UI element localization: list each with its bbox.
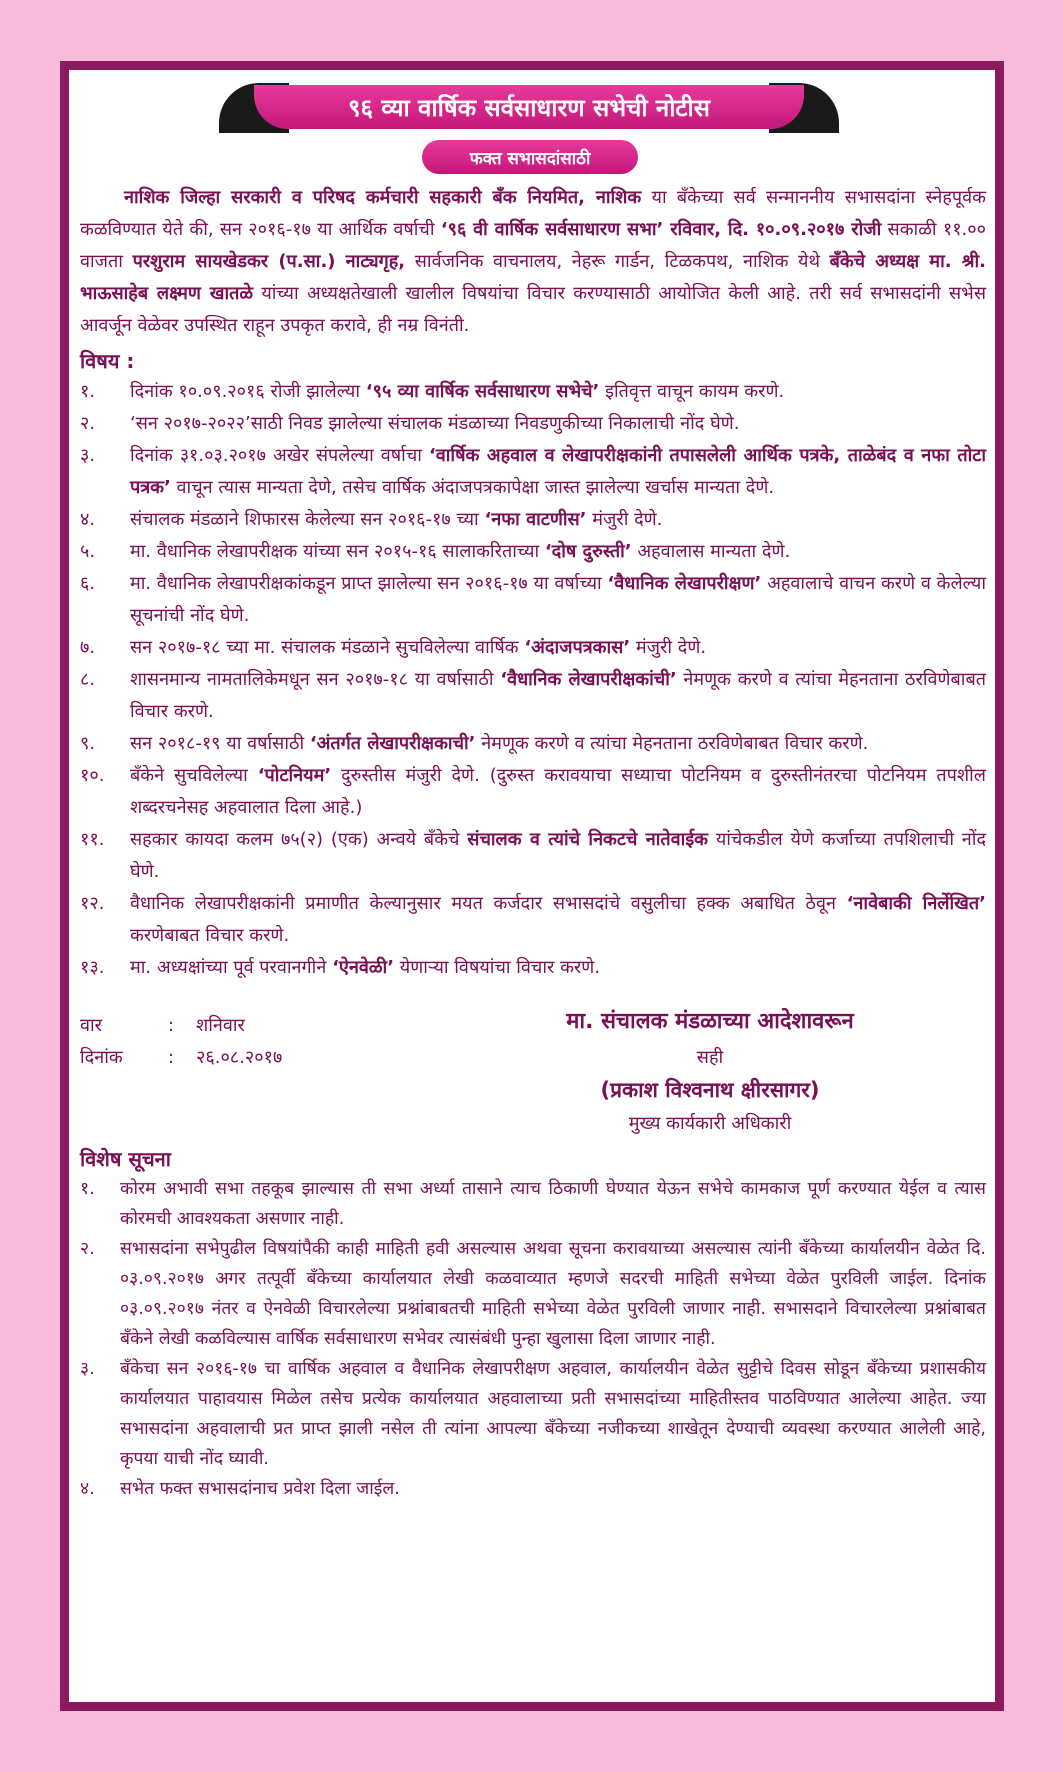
subjects-heading: विषय : bbox=[80, 349, 135, 373]
special-note-number: ३. bbox=[80, 1359, 95, 1379]
body-text: दिनांक ३१.०३.२०१७ अखेर संपलेल्या वर्षाचा bbox=[130, 445, 429, 466]
body-text: मंजुरी देणे. bbox=[586, 509, 663, 530]
notice-frame bbox=[60, 61, 1004, 1711]
notice-content bbox=[80, 182, 986, 1504]
body-text: यांच्या अध्यक्षतेखाली खालील विषयांचा विचार करण्यासाठी आयोजित केली आहे. तरी सर्व सभासदांनी सभेस आवर्जून वेळेवर उपस्थित राहून उपकृत करावे, ही नम्र विनंती. bbox=[80, 283, 986, 336]
emphasis-text: ‘नफा वाटणीस’ bbox=[484, 509, 587, 530]
body-text: सन २०१८-१९ या वर्षासाठी bbox=[130, 733, 310, 754]
body-text: ‘सन २०१७-२०२२’साठी निवड झालेल्या संचालक मंडळाच्या निवडणुकीच्या निकालाची नोंद घेणे. bbox=[130, 413, 740, 434]
special-notes-list bbox=[80, 1174, 986, 1504]
subject-number: ७. bbox=[80, 637, 96, 658]
subject-item bbox=[80, 440, 986, 504]
body-text: करणेबाबत विचार करणे. bbox=[130, 925, 290, 946]
body-text: मा. अध्यक्षांच्या पूर्व परवानगीने bbox=[130, 957, 333, 978]
intro-paragraph bbox=[80, 182, 986, 342]
subject-item bbox=[80, 568, 986, 632]
subject-text bbox=[130, 376, 986, 408]
subject-number: ३. bbox=[80, 445, 96, 466]
special-note-number: २. bbox=[80, 1239, 95, 1259]
subject-number: ५. bbox=[80, 541, 96, 562]
subject-text bbox=[130, 568, 986, 632]
subject-text bbox=[130, 952, 986, 984]
body-text: वैधानिक लेखापरीक्षकांनी प्रमाणीत केल्यानुसार मयत कर्जदार सभासदांचे वसुलीचा हक्क अबाधित ठेवून bbox=[130, 893, 847, 914]
signature-signed: सही bbox=[696, 1047, 724, 1068]
subject-item bbox=[80, 824, 986, 888]
emphasis-text: ‘नावेबाकी निर्लेखित’ bbox=[846, 893, 986, 914]
meeting-footer bbox=[80, 1004, 986, 1138]
date-value: २६.०८.२०१७ bbox=[196, 1047, 283, 1068]
subject-number: ११. bbox=[80, 829, 105, 850]
subject-number: १३. bbox=[80, 957, 105, 978]
special-note-text: बँकेचा सन २०१६-१७ चा वार्षिक अहवाल व वैधानिक लेखापरीक्षण अहवाल, कार्यालयीन वेळेत सुट्टीचे दिवस सोडून बँकेच्या प्रशासकीय कार्यालयात पाहावयास मिळेल तसेच प्रत्येक कार्यालयात अहवालाच्या प्रती सभासदांच्या माहितीस्तव पाठविण्यात आलेल्या आहेत. ज्या सभासदांना अहवालाची प्रत प्राप्त झाली नसेल ती त्यांना आपल्या बँकेच्या नजीकच्या शाखेतून देण्याची व्यवस्था करण्यात आलेली आहे, कृपया याची नोंद घ्यावी. bbox=[120, 1359, 986, 1469]
body-text: अहवालाचे वाचन करणे व केलेल्या सूचनांची नोंद घेणे. bbox=[130, 573, 986, 626]
subject-number: ६. bbox=[80, 573, 96, 594]
emphasis-text: ‘अंदाजपत्रकास’ bbox=[524, 637, 631, 658]
day-row bbox=[80, 1010, 245, 1042]
body-text: या बँकेच्या सर्व सन्माननीय सभासदांना स्नेहपूर्वक कळविण्यात येते की, सन २०१६-१७ या आर्थिक वर्षाची bbox=[80, 187, 986, 240]
special-note-number: १. bbox=[80, 1179, 95, 1199]
emphasis-text: ‘ऐनवेळी’ bbox=[332, 957, 395, 978]
emphasis-text: ‘वैधानिक लेखापरीक्षकांची’ bbox=[500, 669, 677, 690]
body-text: दुरुस्तीस मंजुरी देणे. (दुरुस्त करावयाचा सध्याचा पोटनियम व दुरुस्तीनंतरचा पोटनियम तपशील शब्दरचनेसह अहवालात दिला आहे.) bbox=[130, 765, 987, 818]
emphasis-text: ‘अंतर्गत लेखापरीक्षकाची’ bbox=[309, 733, 476, 754]
special-note-item bbox=[80, 1234, 986, 1354]
body-text: अहवालास मान्यता देणे. bbox=[631, 541, 791, 562]
signatory-name: (प्रकाश विश्वनाथ क्षीरसागर) bbox=[600, 1078, 820, 1102]
subject-item bbox=[80, 664, 986, 728]
subject-item bbox=[80, 376, 986, 408]
subject-number: १२. bbox=[80, 893, 105, 914]
body-text: इतिवृत्त वाचून कायम करणे. bbox=[599, 381, 785, 402]
notice-subtitle: फक्त सभासदांसाठी bbox=[422, 140, 638, 174]
subject-item bbox=[80, 728, 986, 760]
body-text: बँकेने सुचविलेल्या bbox=[130, 765, 258, 786]
emphasis-text: ‘दोष दुरुस्ती’ bbox=[544, 541, 632, 562]
subject-number: १०. bbox=[80, 765, 105, 786]
body-text: सहकार कायदा कलम ७५(२) (एक) अन्वये बँकेचे bbox=[130, 829, 468, 850]
special-note-text: सभासदांना सभेपुढील विषयांपैकी काही माहिती हवी असल्यास अथवा सूचना करावयाच्या असल्यास त्यांनी बँकेच्या कार्यालयीन वेळेत दि. ०३.०९.२०१७ अगर तत्पूर्वी बँकेच्या कार्यालयात लेखी कळवाव्यात म्हणजे सदरची माहिती सभेच्या वेळेत पुरविली जाईल. दिनांक ०३.०९.२०१७ नंतर व ऐनवेळी विचारलेल्या प्रश्नांबाबतची माहिती सभेच्या वेळेत पुरविली जाणार नाही. सभासदाने विचारलेल्या प्रश्नांबाबत बँकेने लेखी कळविल्यास वार्षिक सर्वसाधारण सभेवर त्यासंबंधी पुन्हा खुलासा दिला जाणार नाही. bbox=[120, 1239, 986, 1349]
body-text: शासनमान्य नामतालिकेमधून सन २०१७-१८ या वर्षासाठी bbox=[130, 669, 501, 690]
emphasis-text: ‘९५ व्या वार्षिक सर्वसाधारण सभेचे’ bbox=[365, 381, 600, 402]
subject-number: १. bbox=[80, 381, 96, 402]
subject-text bbox=[130, 504, 986, 536]
special-note-number: ४. bbox=[80, 1479, 95, 1499]
subject-item bbox=[80, 888, 986, 952]
date-colon: : bbox=[168, 1047, 175, 1068]
subjects-list bbox=[80, 376, 986, 984]
subject-text bbox=[130, 536, 986, 568]
emphasis-text: ‘पोटनियम’ bbox=[257, 765, 332, 786]
body-text: येणाऱ्या विषयांचा विचार करणे. bbox=[394, 957, 601, 978]
notice-title: ९६ व्या वार्षिक सर्वसाधारण सभेची नोटीस bbox=[254, 85, 804, 129]
emphasis-text: ‘वैधानिक लेखापरीक्षण’ bbox=[607, 573, 762, 594]
day-value: शनिवार bbox=[196, 1015, 245, 1036]
special-notes-heading: विशेष सूचना bbox=[80, 1147, 171, 1171]
special-note-text: सभेत फक्त सभासदांनाच प्रवेश दिला जाईल. bbox=[120, 1479, 400, 1499]
notice-body bbox=[69, 70, 995, 1702]
subject-item bbox=[80, 952, 986, 984]
subject-text bbox=[130, 728, 986, 760]
subject-text bbox=[130, 824, 986, 888]
body-text: सकाळी ११.०० वाजता bbox=[80, 219, 987, 272]
subject-text bbox=[130, 664, 986, 728]
subject-text bbox=[130, 408, 986, 440]
body-text: मंजुरी देणे. bbox=[630, 637, 707, 658]
subject-item bbox=[80, 504, 986, 536]
subject-item bbox=[80, 632, 986, 664]
day-label: वार bbox=[80, 1015, 103, 1036]
subject-number: ४. bbox=[80, 509, 96, 530]
emphasis-text: बँकेचे अध्यक्ष मा. श्री. भाऊसाहेब लक्ष्मण खातळे bbox=[80, 251, 986, 304]
day-colon: : bbox=[168, 1015, 175, 1036]
body-text: मा. वैधानिक लेखापरीक्षक यांच्या सन २०१५-१६ सालाकरिताच्या bbox=[130, 541, 545, 562]
emphasis-text: ‘९६ वी वार्षिक सर्वसाधारण सभा’ bbox=[440, 219, 664, 240]
special-note-item bbox=[80, 1474, 986, 1504]
subject-number: ९. bbox=[80, 733, 96, 754]
date-label: दिनांक bbox=[80, 1047, 123, 1068]
body-text: संचालक मंडळाने शिफारस केलेल्या सन २०१६-१७ च्या bbox=[130, 509, 485, 530]
signatory-designation: मुख्य कार्यकारी अधिकारी bbox=[628, 1113, 792, 1134]
special-note-item bbox=[80, 1354, 986, 1474]
body-text: मा. वैधानिक लेखापरीक्षकांकडून प्राप्त झालेल्या सन २०१६-१७ या वर्षाच्या bbox=[130, 573, 608, 594]
body-text: वाचून त्यास मान्यता देणे, तसेच वार्षिक अंदाजपत्रकापेक्षा जास्त झालेल्या खर्चास मान्यता देणे. bbox=[170, 477, 775, 498]
subject-text bbox=[130, 632, 986, 664]
body-text: यांचेकडील येणे कर्जाच्या तपशिलाची नोंद घेणे. bbox=[130, 829, 987, 882]
subject-item bbox=[80, 760, 986, 824]
emphasis-text: परशुराम सायखेडकर (प.सा.) नाट्यगृह, bbox=[132, 251, 406, 272]
emphasis-text: नाशिक जिल्हा सरकारी व परिषद कर्मचारी सहकारी बँक नियमित, नाशिक bbox=[124, 187, 642, 208]
subject-item bbox=[80, 408, 986, 440]
body-text: दिनांक १०.०९.२०१६ रोजी झालेल्या bbox=[130, 381, 366, 402]
body-text: सार्वजनिक वाचनालय, नेहरू गार्डन, टिळकपथ, नाशिक येथे bbox=[405, 251, 830, 272]
emphasis-text: रविवार, दि. १०.०९.२०१७ रोजी bbox=[663, 219, 882, 240]
subject-number: ८. bbox=[80, 669, 96, 690]
date-row bbox=[80, 1042, 282, 1074]
body-text: सन २०१७-१८ च्या मा. संचालक मंडळाने सुचविलेल्या वार्षिक bbox=[130, 637, 525, 658]
special-note-text: कोरम अभावी सभा तहकूब झाल्यास ती सभा अर्ध्या तासाने त्याच ठिकाणी घेण्यात येऊन सभेचे कामकाज पूर्ण करण्यात येईल व त्यास कोरमची आवश्यकता असणार नाही. bbox=[120, 1179, 986, 1229]
subject-text bbox=[130, 888, 986, 952]
subject-number: २. bbox=[80, 413, 96, 434]
subject-text bbox=[130, 440, 986, 504]
subject-text bbox=[130, 760, 986, 824]
emphasis-text: संचालक व त्यांचे निकटचे नातेवाईक bbox=[467, 829, 708, 850]
subject-item bbox=[80, 536, 986, 568]
signature-order: मा. संचालक मंडळाच्या आदेशावरून bbox=[566, 1009, 854, 1034]
body-text: नेमणूक करणे व त्यांचा मेहनताना ठरविणेबाबत विचार करणे. bbox=[130, 669, 986, 722]
emphasis-text: ‘वार्षिक अहवाल व लेखापरीक्षकांनी तपासलेली आर्थिक पत्रके, ताळेबंद व नफा तोटा पत्रक’ bbox=[130, 445, 986, 498]
special-note-item bbox=[80, 1174, 986, 1234]
title-banner bbox=[229, 83, 829, 133]
body-text: नेमणूक करणे व त्यांचा मेहनताना ठरविणेबाबत विचार करणे. bbox=[475, 733, 869, 754]
